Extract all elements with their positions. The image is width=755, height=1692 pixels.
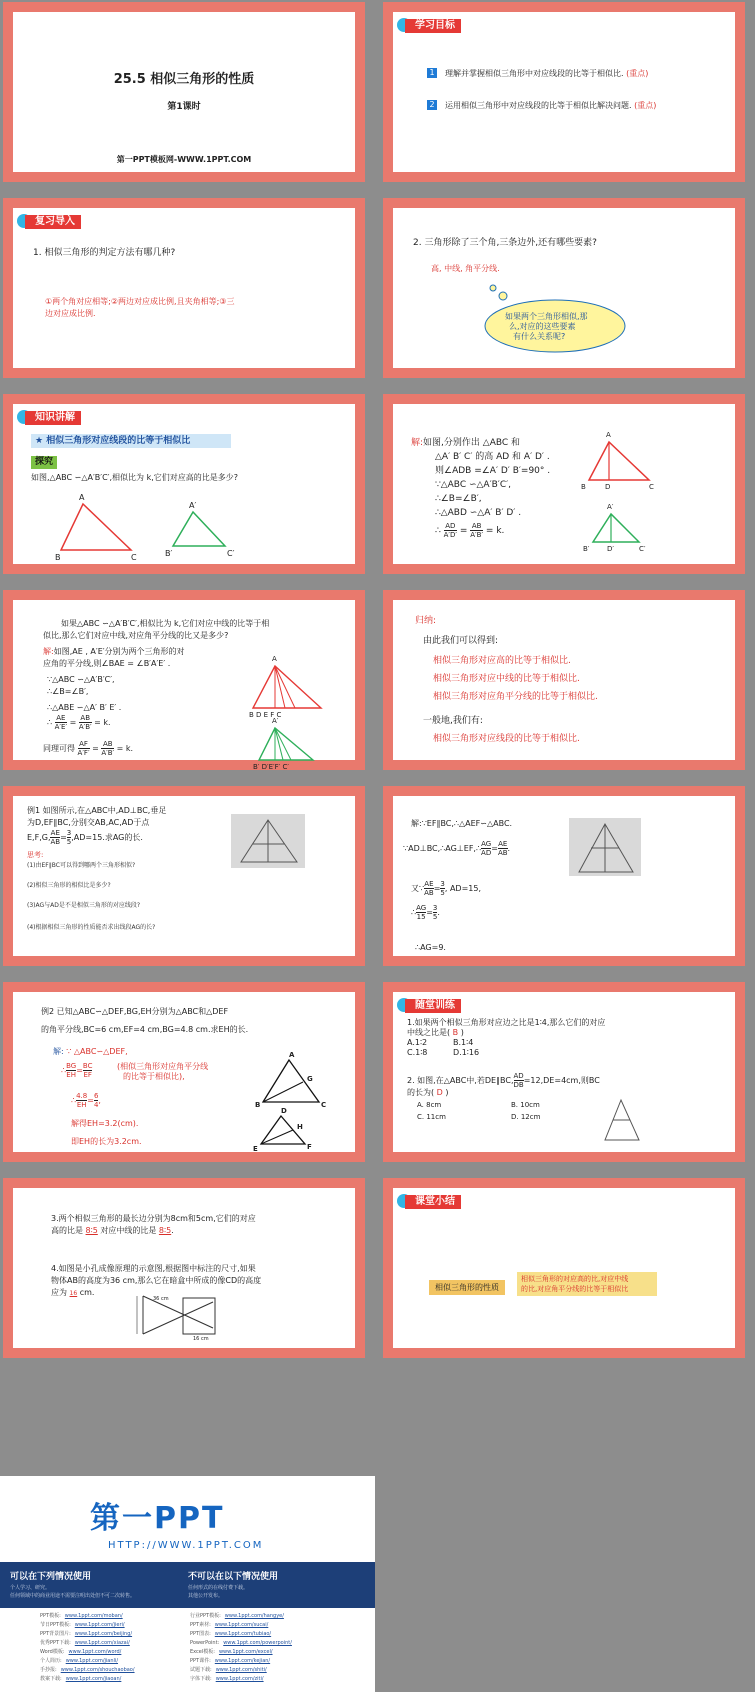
resource-link-row <box>40 1612 123 1620</box>
slide-objectives: 学习目标 1 理解并掌握相似三角形中对应线段的比等于相似比. (重点) 2 运用相似三角形中对应线段的比等于相似比解决问题. (重点) <box>383 2 745 182</box>
vertex-label: B <box>55 553 61 562</box>
goal-number: 2 <box>427 100 437 110</box>
resource-link-label: PPT背景图片: <box>40 1631 71 1637</box>
triangles-figure <box>13 404 375 584</box>
resource-link-label: 优秀PPT下载: <box>40 1640 71 1646</box>
resource-link-row <box>190 1621 268 1629</box>
option: B.1∶4 <box>453 1038 474 1047</box>
option: A.1∶2 <box>407 1038 428 1047</box>
vertex-label: B′ <box>583 545 590 553</box>
vertex-label: H <box>297 1123 303 1131</box>
goal-number: 1 <box>427 68 437 78</box>
answer: D <box>436 1088 443 1097</box>
answer: 高, 中线, 角平分线. <box>431 264 500 273</box>
option: D. 12cm <box>511 1113 541 1121</box>
thought-bubble-shape <box>393 208 755 388</box>
solution-line: ∴AG=9. <box>415 943 446 952</box>
proof-line: ∴∠B=∠B′, <box>435 494 482 504</box>
resource-link[interactable]: www.1ppt.com/beijing/ <box>74 1631 133 1637</box>
resource-link-row <box>40 1621 125 1629</box>
median-bisector-figure <box>13 600 375 780</box>
solution-line: 解得EH=3.2(cm). <box>71 1119 139 1128</box>
example2-figure <box>13 992 375 1172</box>
resource-link[interactable]: www.1ppt.com/excel/ <box>218 1649 273 1655</box>
resource-link-row <box>190 1675 264 1683</box>
solution-fraction-line: ∵AD⊥BC,∴AG⊥EF,∴ $\frac{AG}{AD}$ = $\frac{AE}{AB}$ . <box>403 840 511 857</box>
slide-practice: 随堂训练 1.如果两个相似三角形对应边之比是1∶4,那么它们的对应 中线之比是( B ) A.1∶2 B.1∶4 C.1∶8 D.1∶16 2. 如图,在△ABC中,若DE∥BC, $\frac{AD}{DB}$ =12,DE=4cm,则BC 的长为( D ) A. 8cm B. 10cm C. 11cm D. 12cm <box>383 982 745 1162</box>
proof-line: ∴∠B=∠B′, <box>47 687 89 696</box>
practice-question: 1.如果两个相似三角形对应边之比是1∶4,那么它们的对应 <box>407 1018 606 1027</box>
example-fraction-line: E,F,G, $\frac{AE}{AB}$ = $\frac{3}{5}$ ,AD=15.求AG的长. <box>27 829 143 846</box>
resource-link-label: 教案下载: <box>40 1676 62 1682</box>
vertex-label: A′ <box>607 503 614 511</box>
answer: B <box>452 1028 459 1037</box>
not-allowed-item: 任何形式的在线付费下载。 <box>188 1585 249 1591</box>
bubble-line: 么,对应的这些要素 <box>509 322 576 331</box>
dimension-label: 36 cm <box>153 1296 169 1302</box>
vertex-label: A′ <box>272 717 279 725</box>
lesson-subtitle: 第1课时 <box>167 102 201 112</box>
think-question: (3)AG与AD是不是相似三角形的对应线段? <box>27 902 141 909</box>
site-credit: 第一PPT模板网-WWW.1PPT.COM <box>116 155 252 164</box>
vertex-labels: B′ D′E′F′ C′ <box>253 763 289 771</box>
allowed-item: 个人学习、研究。 <box>10 1585 51 1591</box>
proof-line: 如图,AE , A′E′分别为两个三角形的对 <box>53 647 185 656</box>
summary-line: 一般地,我们有: <box>423 716 483 726</box>
not-allowed-heading: 不可以在以下情况使用 <box>188 1572 279 1582</box>
resource-link-label: 手抄报: <box>40 1667 57 1673</box>
dimension-label: 16 cm <box>193 1336 209 1342</box>
summary-topic: 相似三角形的性质 <box>429 1280 505 1295</box>
proof-line: ∴△ABD ∽△A′ B′ D′ . <box>435 508 522 518</box>
slide-elements <box>383 198 745 378</box>
slide-practice2 <box>3 1178 365 1358</box>
option: B. 10cm <box>511 1101 540 1109</box>
brand-logo: 第一PPT <box>90 1501 225 1536</box>
vertex-label: C <box>131 553 137 562</box>
question: 1. 相似三角形的判定方法有哪几种? <box>33 248 176 258</box>
note-line: 的比等于相似比), <box>123 1072 185 1081</box>
slide-title <box>3 2 365 182</box>
resource-link[interactable]: www.1ppt.com/kejian/ <box>214 1658 271 1664</box>
question: 如图,△ABC ∽△A′B′C′,相似比为 k,它们对应高的比是多少? <box>31 473 239 482</box>
question: 2. 三角形除了三个角,三条边外,还有哪些要素? <box>413 238 597 248</box>
practice-question: 应为 16 cm. <box>51 1288 95 1297</box>
solution-fraction-line: 又∵ $\frac{AE}{AB}$ = $\frac{3}{5}$ , AD=15, <box>411 880 482 897</box>
resource-link-row <box>40 1666 135 1674</box>
resource-link-row <box>40 1657 118 1665</box>
proof-line: ∴△ABE ∽△A′ B′ E′ . <box>47 703 122 712</box>
goal-mark: (重点) <box>634 101 657 110</box>
resource-link-label: 节日PPT模板: <box>40 1622 71 1628</box>
resource-link[interactable]: www.1ppt.com/word/ <box>68 1649 122 1655</box>
summary-text: 的比,对应角平分线的比等于相似比 <box>521 1285 629 1293</box>
explore-tag: 探究 <box>31 456 57 469</box>
solution-line: 解:∵EF∥BC,∴△AEF∽△ABC. <box>411 819 513 828</box>
rule: 相似三角形对应角平分线的比等于相似比. <box>433 692 598 702</box>
rule: 相似三角形对应高的比等于相似比. <box>433 656 571 666</box>
resource-link[interactable]: www.1ppt.com/xiazai/ <box>74 1640 130 1646</box>
resource-link[interactable]: www.1ppt.com/jiaoan/ <box>65 1676 122 1682</box>
resource-link[interactable]: www.1ppt.com/hangye/ <box>224 1613 284 1619</box>
resource-link[interactable]: www.1ppt.com/shiti/ <box>215 1667 267 1673</box>
bubble-line: 有什么关系呢? <box>513 332 566 341</box>
vertex-label: C′ <box>639 545 646 553</box>
proof-fraction-line: 同理可得 $\frac{AF}{A'F'}$ = $\frac{AB}{A'B'}$ = k. <box>43 740 134 757</box>
resource-link-label: 字体下载: <box>190 1676 212 1682</box>
proof-line: ∵△ABC ∽△A′B′C′, <box>435 480 512 490</box>
example-line: 例1 如图所示,在△ABC中,AD⊥BC,垂足 <box>27 806 167 815</box>
slide-example2 <box>3 982 365 1162</box>
vertex-label: C <box>649 483 654 491</box>
practice-question: 高的比是 8∶5 对应中线的比是 8∶5. <box>51 1226 174 1235</box>
rule: 相似三角形对应线段的比等于相似比. <box>433 734 580 744</box>
proof-line: 如图,分别作出 △ABC 和 <box>423 438 521 448</box>
option: A. 8cm <box>417 1101 442 1109</box>
solution-fraction-line: ∴ $\frac{BG}{EH}$ = $\frac{BC}{EF}$ <box>61 1062 93 1079</box>
resource-link[interactable]: www.1ppt.com/moban/ <box>64 1613 123 1619</box>
rule: 相似三角形对应中线的比等于相似比. <box>433 674 580 684</box>
resource-link-row <box>190 1612 284 1620</box>
think-question: (4)根据相似三角形的性质能否求出线段AG的长? <box>27 924 156 931</box>
vertex-label: G <box>307 1075 313 1083</box>
proof-line: ∵△ABC ∽△A′B′C′, <box>47 675 115 684</box>
proof-line: 应角的平分线,则∠BAE = ∠B′A′E′ . <box>43 659 171 668</box>
answer: 8∶5 <box>158 1226 172 1235</box>
option: C. 11cm <box>417 1113 446 1121</box>
practice-question: 的长为( D ) <box>407 1088 449 1097</box>
solution-label: 解: <box>411 438 424 448</box>
allowed-item: 任何领域中的商业用途不需要注明出处但不可二次转售。 <box>10 1593 136 1599</box>
think-label: 思考: <box>27 851 44 859</box>
think-question: (1)由EF∥BC可以得到哪两个三角形相似? <box>27 862 136 869</box>
resource-link-row <box>190 1630 271 1638</box>
think-question: (2)相似三角形的相似比是多少? <box>27 882 111 889</box>
slide-summary-rule <box>383 590 745 770</box>
resource-link-label: PowerPoint: <box>190 1640 220 1646</box>
resource-link-label: PPT图表: <box>190 1631 211 1637</box>
slide-altitude-proof <box>383 394 745 574</box>
slide-example1 <box>3 786 365 966</box>
not-allowed-item: 其他公开发布。 <box>188 1593 224 1599</box>
resource-link-row <box>40 1648 121 1656</box>
practice-figure <box>393 992 755 1172</box>
topic-banner: ★ 相似三角形对应线段的比等于相似比 <box>31 434 231 448</box>
vertex-label: A <box>606 431 611 439</box>
goal-text: 理解并掌握相似三角形中对应线段的比等于相似比. <box>445 69 624 78</box>
promo-panel <box>0 1476 375 1692</box>
example1-figure <box>13 796 375 976</box>
slide-review: 复习导入 1. 相似三角形的判定方法有哪几种? ①两个角对应相等;②两边对应成比例,且夹角相等;③三 边对应成比例. <box>3 198 365 378</box>
answer: 8∶5 <box>85 1226 98 1235</box>
resource-link-label: 试题下载: <box>190 1667 212 1673</box>
example-line: 例2 已知△ABC∽△DEF,BG,EH分别为△ABC和△DEF <box>41 1007 229 1016</box>
resource-link-label: PPT模板: <box>40 1613 61 1619</box>
resource-link-row <box>190 1648 273 1656</box>
vertex-label: D <box>281 1107 287 1115</box>
resource-link-row <box>190 1639 292 1647</box>
proof-line: 则∠ADB =∠A′ D′ B′=90° . <box>435 466 551 476</box>
example1-figure <box>393 796 755 976</box>
lesson-title: 25.5 相似三角形的性质 <box>113 72 255 87</box>
vertex-label: D′ <box>607 545 614 553</box>
resource-link[interactable]: www.1ppt.com/shouchaobao/ <box>60 1667 135 1673</box>
vertex-label: E <box>253 1145 258 1153</box>
bubble-line: 如果两个三角形相似,那 <box>505 312 588 321</box>
vertex-label: F <box>307 1143 312 1151</box>
answer: 16 <box>69 1290 78 1297</box>
practice-question: 4.如图是小孔成像原理的示意图,根据图中标注的尺寸,如果 <box>51 1264 256 1273</box>
vertex-label: B <box>581 483 586 491</box>
vertex-label: A <box>272 655 277 663</box>
practice-question: 2. 如图,在△ABC中,若DE∥BC, $\frac{AD}{DB}$ =12,DE=4cm,则BC <box>407 1072 600 1089</box>
proof-fraction-line: ∴ $\frac{AD}{A'D'}$ = $\frac{AB}{A'B'}$ = k. <box>435 522 505 539</box>
resource-link-row <box>190 1657 270 1665</box>
resource-link-row <box>40 1675 121 1683</box>
vertex-label: A′ <box>189 501 197 510</box>
practice-question: 3.两个相似三角形的最长边分别为8cm和5cm,它们的对应 <box>51 1214 256 1223</box>
vertex-label: A <box>79 493 85 502</box>
solution-line: 即EH的长为3.2cm. <box>71 1137 142 1146</box>
brand-url: HTTP://WWW.1PPT.COM <box>108 1540 264 1551</box>
slide-median-bisector <box>3 590 365 770</box>
practice-question: 物体AB的高度为36 cm,那么它在暗盒中所成的像CD的高度 <box>51 1276 262 1285</box>
resource-link[interactable]: www.1ppt.com/tubiao/ <box>214 1631 272 1637</box>
question-line: 如果△ABC ∽△A′B′C′,相似比为 k,它们对应中线的比等于相 <box>61 619 270 628</box>
resource-link[interactable]: www.1ppt.com/ziti/ <box>215 1676 264 1682</box>
note-line: (相似三角形对应角平分线 <box>117 1062 209 1071</box>
goal-text: 运用相似三角形中对应线段的比等于相似比解决问题. <box>445 101 632 110</box>
resource-link[interactable]: www.1ppt.com/jianli/ <box>65 1658 119 1664</box>
proof-fraction-line: ∴ $\frac{AE}{A'E'}$ = $\frac{AB}{A'B'}$ = k. <box>47 714 111 731</box>
vertex-label: A <box>289 1051 295 1059</box>
resource-link-label: Excel模板: <box>190 1649 215 1655</box>
vertex-label: B′ <box>165 549 173 558</box>
answer-line: ①两个角对应相等;②两边对应成比例,且夹角相等;③三 <box>45 297 235 306</box>
solution-fraction-line: ∴ $\frac{4.8}{EH}$ = $\frac{6}{4}$ , <box>71 1092 101 1109</box>
vertex-label: D <box>605 483 611 491</box>
example-line: 的角平分线,BC=6 cm,EF=4 cm,BG=4.8 cm.求EH的长. <box>41 1025 249 1034</box>
resource-link-row <box>40 1639 130 1647</box>
resource-link-label: Word模板: <box>40 1649 65 1655</box>
slide-explore: 知识讲解 ★ 相似三角形对应线段的比等于相似比 探究 如图,△ABC ∽△A′B′C′,相似比为 k,它们对应高的比是多少? A B C A′ B′ C′ <box>3 394 365 574</box>
goal-mark: (重点) <box>626 69 649 78</box>
allowed-heading: 可以在下列情况使用 <box>10 1572 92 1582</box>
option: D.1∶16 <box>453 1048 480 1057</box>
resource-link[interactable]: www.1ppt.com/sucai/ <box>214 1622 269 1628</box>
summary-line: 由此我们可以得到: <box>423 636 499 646</box>
question-line: 似比,那么它们对应中线,对应角平分线的比又是多少? <box>43 631 229 640</box>
summary-heading: 归纳: <box>415 616 437 626</box>
solution-label: 解: <box>43 647 54 656</box>
example-line: 为D,EF∥BC,分别交AB,AC,AD于点 <box>27 818 150 827</box>
solution-line: 解: ∵ △ABC∽△DEF, <box>53 1047 128 1056</box>
resource-link-label: PPT课件: <box>190 1658 211 1664</box>
resource-link-label: PPT素材: <box>190 1622 211 1628</box>
proof-line: △A′ B′ C′ 的高 AD 和 A′ D′ . <box>435 452 550 462</box>
slide-example1-solution <box>383 786 745 966</box>
solution-fraction-line: ∴ $\frac{AG}{15}$ = $\frac{3}{5}$ . <box>411 904 440 921</box>
vertex-label: B <box>255 1101 261 1109</box>
resource-link[interactable]: www.1ppt.com/powerpoint/ <box>223 1640 292 1646</box>
resource-link-row <box>190 1666 267 1674</box>
vertex-label: C <box>321 1101 327 1109</box>
resource-link-label: 个人简历: <box>40 1658 62 1664</box>
option: C.1∶8 <box>407 1048 428 1057</box>
slide-class-summary: 课堂小结 相似三角形的性质 相似三角形的对应高的比,对应中线 的比,对应角平分线的比等于相似比 <box>383 1178 745 1358</box>
resource-link-label: 行业PPT模板: <box>190 1613 221 1619</box>
resource-link[interactable]: www.1ppt.com/jieri/ <box>74 1622 125 1628</box>
summary-text: 相似三角形的对应高的比,对应中线 <box>521 1275 629 1283</box>
answer-line: 边对应成比例. <box>45 309 96 318</box>
altitude-figure <box>393 404 755 584</box>
resource-link-row <box>40 1630 132 1638</box>
practice-question: 中线之比是( B ) <box>407 1028 464 1037</box>
vertex-label: C′ <box>227 549 235 558</box>
vertex-labels: B D E F C <box>249 711 282 719</box>
